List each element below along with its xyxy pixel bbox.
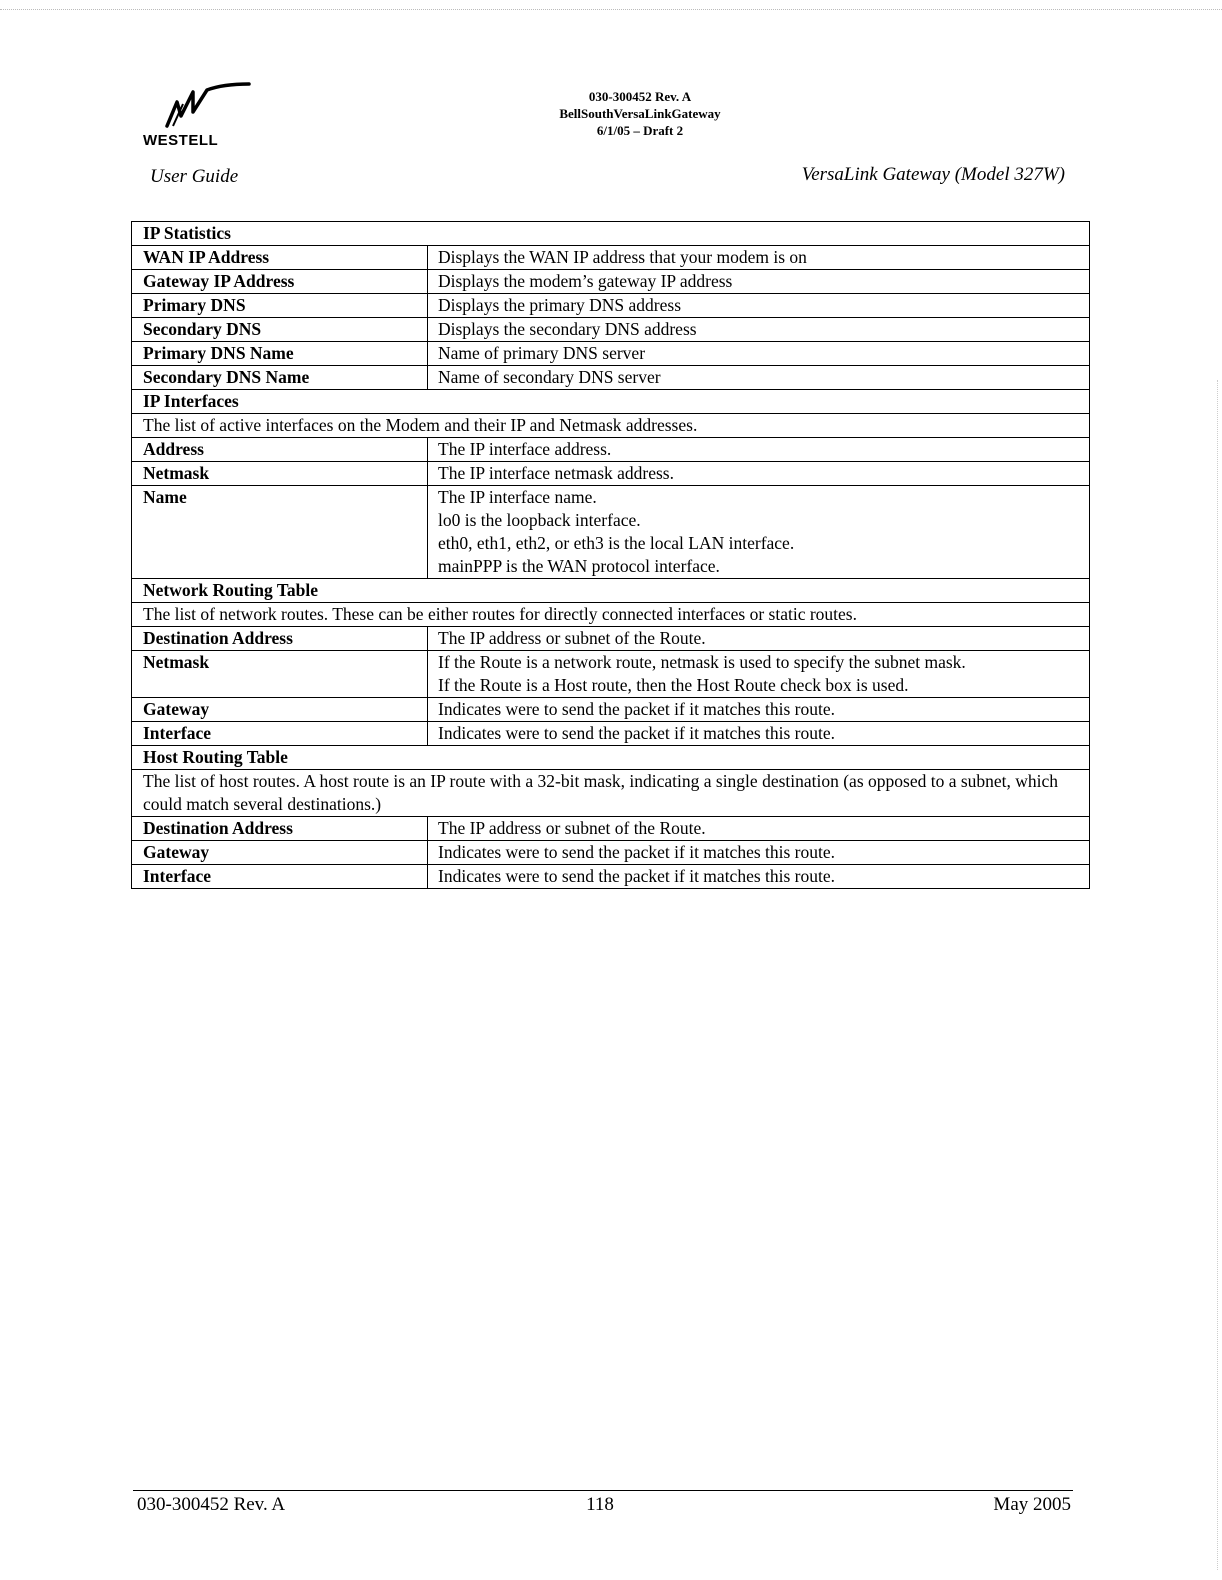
field-description [428,722,1090,746]
section-note: The list of host routes. A host route is an IP route with a 32-bit mask, indicating a single destination (as opposed to a subnet, which could match several destinations.) [132,770,1090,817]
table-row [132,294,1090,318]
field-description [428,246,1090,270]
section-note-row [132,603,1090,627]
section-header-row [132,579,1090,603]
document-id-block [490,88,790,139]
table-row [132,438,1090,462]
field-description [428,294,1090,318]
scan-edge-line [1217,380,1218,1570]
field-description [428,342,1090,366]
table-row [132,651,1090,698]
section-note: The list of network routes. These can be either routes for directly connected interfaces or static routes. [132,603,1090,627]
field-label: Destination Address [132,627,428,651]
section-note-row [132,414,1090,438]
table-row [132,366,1090,390]
section-title: IP Statistics [132,222,1090,246]
description-line: mainPPP is the WAN protocol interface. [438,556,720,576]
section-note: The list of active interfaces on the Modem and their IP and Netmask addresses. [132,414,1090,438]
description-line: Displays the secondary DNS address [438,319,697,339]
description-line: The IP address or subnet of the Route. [438,818,706,838]
field-label: Gateway IP Address [132,270,428,294]
description-line: The IP address or subnet of the Route. [438,628,706,648]
field-label: Primary DNS [132,294,428,318]
field-label: Gateway [132,841,428,865]
table-row [132,627,1090,651]
description-line: Indicates were to send the packet if it matches this route. [438,866,836,886]
section-header-row [132,222,1090,246]
field-description [428,438,1090,462]
field-description [428,318,1090,342]
field-label: WAN IP Address [132,246,428,270]
section-title: Network Routing Table [132,579,1090,603]
section-header-row [132,746,1090,770]
field-description [428,841,1090,865]
header-right: VersaLink Gateway (Model 327W) [801,164,1065,185]
field-description [428,651,1090,698]
spec-table [131,221,1090,889]
field-label: Destination Address [132,817,428,841]
field-description [428,698,1090,722]
scan-artifact-line [0,9,1222,10]
description-line: Name of primary DNS server [438,343,646,363]
table-row [132,698,1090,722]
doc-title-line: BellSouthVersaLinkGateway [559,106,721,121]
field-description [428,462,1090,486]
table-row [132,342,1090,366]
section-title: Host Routing Table [132,746,1090,770]
field-description [428,865,1090,889]
description-line: Indicates were to send the packet if it matches this route. [438,699,836,719]
field-label: Netmask [132,651,428,698]
footer-doc-id: 030-300452 Rev. A [137,1494,286,1515]
description-line: Displays the WAN IP address that your modem is on [438,247,807,267]
section-header-row [132,390,1090,414]
field-label: Interface [132,722,428,746]
table-row [132,246,1090,270]
table-row [132,865,1090,889]
field-label: Interface [132,865,428,889]
description-line: If the Route is a network route, netmask is used to specify the subnet mask. [438,652,966,672]
description-line: Name of secondary DNS server [438,367,661,387]
table-row [132,817,1090,841]
field-description [428,817,1090,841]
table-row [132,841,1090,865]
description-line: The IP interface name. [438,487,597,507]
field-label: Secondary DNS [132,318,428,342]
field-label: Secondary DNS Name [132,366,428,390]
description-line: Indicates were to send the packet if it matches this route. [438,842,836,862]
logo-text: WESTELL [143,132,219,149]
description-line: The IP interface netmask address. [438,463,674,483]
description-line: eth0, eth1, eth2, or eth3 is the local LAN interface. [438,533,795,553]
westell-swoosh-icon [163,82,255,132]
field-description [428,366,1090,390]
field-label: Name [132,486,428,579]
description-line: Indicates were to send the packet if it matches this route. [438,723,836,743]
table-row [132,270,1090,294]
footer-date: May 2005 [993,1494,1071,1515]
description-line: Displays the primary DNS address [438,295,682,315]
field-label: Address [132,438,428,462]
doc-id-line: 030-300452 Rev. A [588,89,692,104]
page-number: 118 [586,1494,614,1515]
table-row [132,462,1090,486]
field-description [428,486,1090,579]
section-title: IP Interfaces [132,390,1090,414]
field-label: Primary DNS Name [132,342,428,366]
description-line: Displays the modem’s gateway IP address [438,271,733,291]
field-label: Gateway [132,698,428,722]
header-left: User Guide [150,166,239,187]
field-label: Netmask [132,462,428,486]
table-row [132,486,1090,579]
field-description [428,627,1090,651]
table-row [132,318,1090,342]
doc-draft-line: 6/1/05 – Draft 2 [596,123,684,138]
section-note-row [132,770,1090,817]
description-line: The IP interface address. [438,439,612,459]
footer-rule [133,1490,1073,1491]
description-line: lo0 is the loopback interface. [438,510,641,530]
westell-logo [143,82,255,152]
description-line: If the Route is a Host route, then the Host Route check box is used. [438,675,909,695]
field-description [428,270,1090,294]
table-row [132,722,1090,746]
